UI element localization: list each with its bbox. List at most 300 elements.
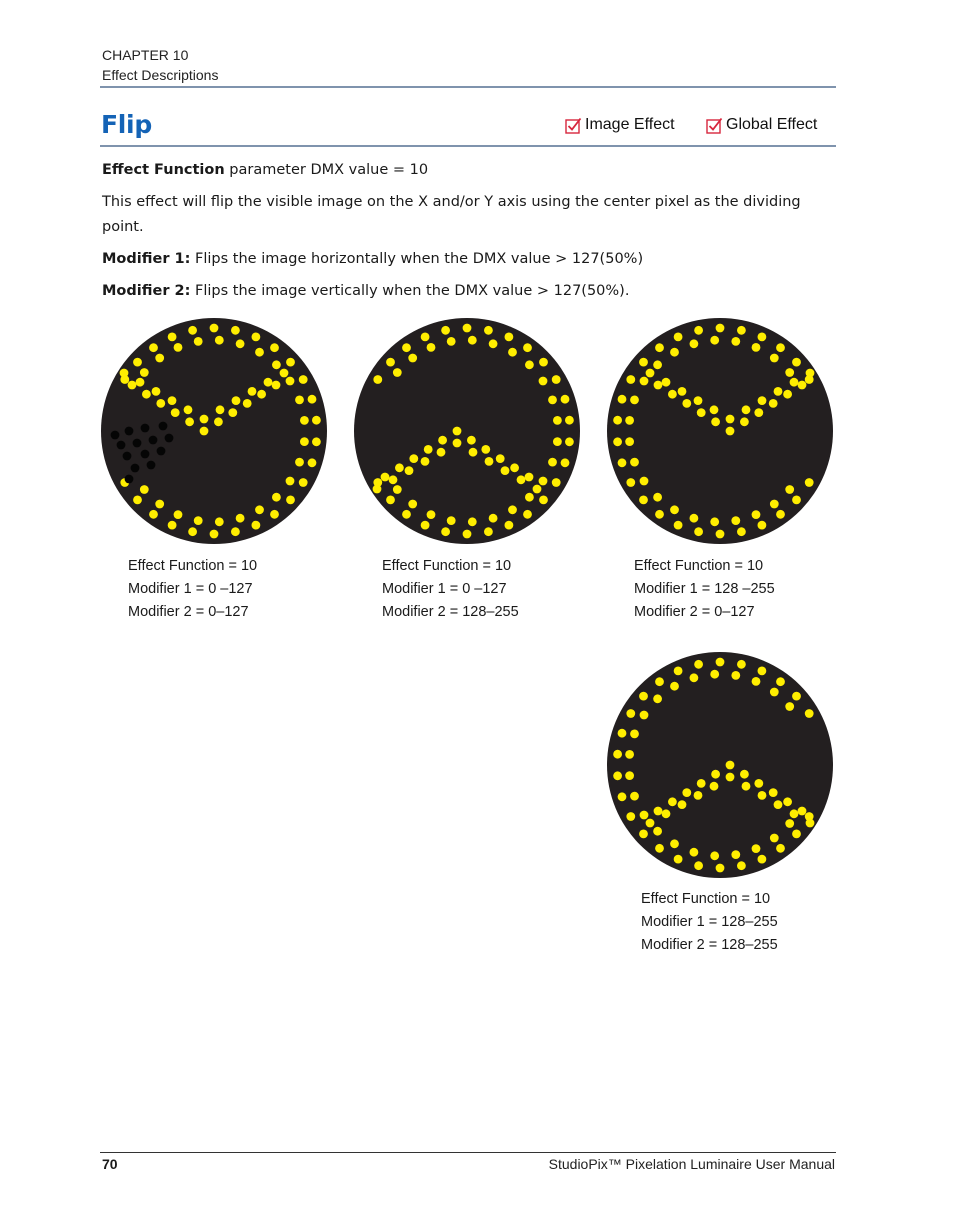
pixel-on [758,667,767,676]
pixel-off [111,431,120,440]
pixel-on [626,375,635,384]
pixel-on [548,458,557,467]
pixel-on [272,381,281,390]
pixel-on [783,797,792,806]
pixel-on [231,326,240,335]
pixel-on [626,709,635,718]
figure-caption [128,555,257,624]
pixel-on [300,416,309,425]
pixel-on [774,387,783,396]
flip-figure-both [607,652,833,878]
pixel-on [270,510,279,519]
pixel-on [484,527,493,536]
pixel-disc [607,652,833,878]
pixel-on [806,819,815,828]
pixel-on [523,343,532,352]
pixel-on [508,505,517,514]
pixel-on [678,800,687,809]
effect-function-text: parameter DMX value = 10 [224,162,429,178]
pixel-on [421,333,430,342]
pixel-on [655,343,664,352]
pixel-on [752,510,761,519]
footer-rule [100,1152,836,1153]
pixel-on [216,405,225,414]
pixel-on [639,692,648,701]
pixel-on [421,521,430,530]
pixel-on [674,521,683,530]
pixel-on [674,855,683,864]
pixel-on [286,477,295,486]
pixel-on [792,358,801,367]
pixel-on [770,688,779,697]
pixel-off [157,447,166,456]
pixel-on [156,399,165,408]
global-effect-tag [706,116,817,134]
effect-function-paragraph [102,158,838,183]
pixel-on [525,473,534,482]
pixel-on [149,343,158,352]
pixel-off [141,450,150,459]
pixel-on [469,448,478,457]
pixel-on [710,670,719,679]
pixel-on [792,830,801,839]
pixel-on [501,466,510,475]
pixel-on [731,516,740,525]
pixel-on [769,788,778,797]
image-effect-tag [565,116,675,134]
pixel-on [409,454,418,463]
pixel-on [184,405,193,414]
pixel-on [255,348,264,357]
modifier2-label: Modifier 2: [102,283,191,299]
pixel-disc [354,318,580,544]
pixel-on [140,485,149,494]
modifier1-label: Modifier 1: [102,251,191,267]
pixel-on [312,416,321,425]
pixel-on [758,521,767,530]
modifier2-paragraph [102,279,838,304]
pixel-on [438,436,447,445]
pixel-off [123,452,132,461]
pixel-on [737,326,746,335]
pixel-on [408,354,417,363]
pixel-off [117,441,126,450]
pixel-on [128,381,137,390]
pixel-on [653,360,662,369]
pixel-on [618,458,627,467]
pixel-on [421,457,430,466]
pixel-on [785,819,794,828]
pixel-on [726,773,735,782]
pixel-on [525,360,534,369]
pixel-on [463,530,472,539]
pixel-on [252,521,261,530]
pixel-on [613,750,622,759]
global-effect-label: Global Effect [726,116,818,133]
pixel-on [655,844,664,853]
pixel-on [228,408,237,417]
pixel-on [625,437,634,446]
pixel-on [243,399,252,408]
pixel-on [790,809,799,818]
pixel-on [716,324,725,333]
caption-line: Modifier 1 = 128–255 [641,914,778,930]
pixel-on [299,478,308,487]
pixel-on [236,339,245,348]
pixel-on [453,427,462,436]
pixel-on [682,788,691,797]
disc-background [607,652,833,878]
caption-line: Modifier 2 = 128–255 [641,937,778,953]
pixel-on [508,348,517,357]
pixel-on [539,496,548,505]
pixel-off [147,461,156,470]
pixel-on [668,390,677,399]
caption-line: Effect Function = 10 [128,558,258,574]
pixel-on [300,437,309,446]
pixel-on [731,671,740,680]
pixel-on [142,390,151,399]
pixel-on [565,437,574,446]
pixel-on [120,369,129,378]
pixel-on [758,791,767,800]
pixel-on [552,478,561,487]
pixel-on [740,417,749,426]
pixel-on [286,496,295,505]
pixel-on [155,500,164,509]
pixel-on [171,408,180,417]
pixel-on [525,493,534,502]
caption-line: Modifier 1 = 0 –127 [382,581,507,597]
pixel-on [373,375,382,384]
pixel-on [286,377,295,386]
pixel-on [776,677,785,686]
pixel-on [236,514,245,523]
pixel-on [711,417,720,426]
pixel-on [618,395,627,404]
pixel-on [463,324,472,333]
pixel-on [485,457,494,466]
section-label: Effect Descriptions [102,67,219,83]
pixel-on [280,369,289,378]
pixel-on [640,711,649,720]
pixel-on [737,861,746,870]
pixel-on [565,416,574,425]
pixel-on [694,326,703,335]
pixel-on [210,530,219,539]
pixel-on [625,416,634,425]
pixel-on [149,510,158,519]
pixel-on [389,475,398,484]
pixel-on [758,333,767,342]
pixel-on [248,387,257,396]
pixel-on [618,792,627,801]
pixel-on [505,333,514,342]
modifier1-paragraph [102,247,838,272]
pixel-on [626,478,635,487]
pixel-on [561,458,570,467]
pixel-on [402,343,411,352]
page-number: 70 [102,1156,118,1172]
pixel-on [140,368,149,377]
pixel-on [737,527,746,536]
pixel-on [711,770,720,779]
disc-background [607,318,833,544]
pixel-on [255,505,264,514]
pixel-on [523,510,532,519]
figure-caption [382,555,519,624]
flip-figure-original [101,318,327,544]
caption-line: Effect Function = 10 [634,558,764,574]
pixel-on [694,791,703,800]
pixel-on [467,436,476,445]
pixel-on [690,514,699,523]
pixel-on [539,377,548,386]
pixel-on [468,336,477,345]
pixel-on [308,395,317,404]
pixel-on [232,396,241,405]
pixel-on [489,514,498,523]
pixel-on [308,458,317,467]
pixel-on [188,527,197,536]
pixel-disc [607,318,833,544]
pixel-on [662,378,671,387]
pixel-disc [101,318,327,544]
pixel-on [655,677,664,686]
pixel-on [769,399,778,408]
pixel-on [670,682,679,691]
pixel-on [630,396,639,405]
pixel-on [754,408,763,417]
pixel-on [639,358,648,367]
pixel-on [785,702,794,711]
pixel-on [694,861,703,870]
pixel-on [690,673,699,682]
pixel-on [136,378,145,387]
modifier1-text: Flips the image horizontally when the DMX value > 127(50%) [190,251,644,267]
pixel-on [252,333,261,342]
checkbox-checked-icon [706,117,723,134]
pixel-on [231,527,240,536]
pixel-on [295,458,304,467]
pixel-on [654,807,663,816]
pixel-on [625,771,634,780]
pixel-on [447,337,456,346]
pixel-on [441,326,450,335]
flip-figure-vertical [354,318,580,544]
pixel-on [726,415,735,424]
pixel-on [670,505,679,514]
pixel-on [427,343,436,352]
pixel-on [427,510,436,519]
pixel-on [694,660,703,669]
pixel-on [694,396,703,405]
pixel-on [697,779,706,788]
caption-line: Modifier 2 = 0–127 [634,604,755,620]
pixel-on [295,396,304,405]
pixel-on [752,343,761,352]
pixel-on [613,771,622,780]
pixel-on [670,348,679,357]
pixel-on [539,358,548,367]
pixel-on [752,677,761,686]
pixel-on [441,527,450,536]
pixel-on [726,761,735,770]
pixel-on [489,339,498,348]
pixel-on [694,527,703,536]
pixel-on [618,729,627,738]
pixel-on [194,516,203,525]
pixel-on [505,521,514,530]
caption-line: Modifier 2 = 128–255 [382,604,519,620]
pixel-on [517,475,526,484]
pixel-on [716,658,725,667]
pixel-on [393,485,402,494]
pixel-on [678,387,687,396]
figure-caption [641,888,778,957]
pixel-on [726,427,735,436]
pixel-on [272,360,281,369]
pixel-on [690,339,699,348]
pixel-on [200,415,209,424]
pixel-on [174,343,183,352]
pixel-on [668,797,677,806]
pixel-on [716,864,725,873]
modifier2-text: Flips the image vertically when the DMX value > 127(50%). [190,283,630,299]
pixel-on [690,848,699,857]
pixel-on [424,445,433,454]
pixel-on [639,496,648,505]
pixel-on [405,466,414,475]
pixel-on [640,477,649,486]
pixel-on [312,437,321,446]
checkbox-checked-icon [565,117,582,134]
pixel-on [754,779,763,788]
pixel-on [484,326,493,335]
pixel-on [447,516,456,525]
pixel-on [646,369,655,378]
pixel-on [548,396,557,405]
page-title: Flip [101,110,152,139]
pixel-on [625,750,634,759]
pixel-on [654,381,663,390]
pixel-on [774,800,783,809]
pixel-on [697,408,706,417]
pixel-on [553,416,562,425]
pixel-off [131,464,140,473]
pixel-on [653,827,662,836]
pixel-off [141,424,150,433]
pixel-on [553,437,562,446]
description-paragraph: This effect will flip the visible image on the X and/or Y axis using the center pixel as the dividing point. [102,194,801,235]
pixel-on [710,851,719,860]
image-effect-label: Image Effect [585,116,675,133]
caption-line: Modifier 1 = 0 –127 [128,581,253,597]
pixel-on [481,445,490,454]
pixel-on [805,709,814,718]
pixel-on [770,834,779,843]
pixel-on [561,395,570,404]
pixel-on [188,326,197,335]
pixel-on [662,809,671,818]
pixel-on [639,830,648,839]
pixel-on [210,324,219,333]
pixel-on [640,811,649,820]
pixel-on [710,782,719,791]
pixel-on [770,354,779,363]
pixel-on [257,390,266,399]
pixel-on [453,439,462,448]
pixel-on [152,387,161,396]
caption-line: Effect Function = 10 [641,891,771,907]
pixel-on [798,381,807,390]
pixel-on [646,819,655,828]
pixel-on [776,343,785,352]
pixel-on [742,782,751,791]
pixel-on [742,405,751,414]
pixel-on [286,358,295,367]
pixel-on [776,510,785,519]
pixel-on [653,694,662,703]
pixel-off [133,439,142,448]
pixel-on [185,417,194,426]
pixel-on [630,458,639,467]
pixel-on [731,337,740,346]
pixel-on [373,485,382,494]
pixel-on [716,530,725,539]
caption-line: Effect Function = 10 [382,558,512,574]
pixel-on [682,399,691,408]
pixel-on [437,448,446,457]
pixel-on [740,770,749,779]
pixel-on [790,378,799,387]
pixel-on [133,496,142,505]
pixel-on [630,792,639,801]
caption-line: Modifier 2 = 0–127 [128,604,249,620]
pixel-on [806,369,815,378]
pixel-on [270,343,279,352]
pixel-on [174,510,183,519]
pixel-on [168,333,177,342]
pixel-on [674,333,683,342]
pixel-on [402,510,411,519]
pixel-on [640,377,649,386]
pixel-on [386,358,395,367]
pixel-on [613,437,622,446]
pixel-on [133,358,142,367]
pixel-on [533,485,542,494]
pixel-on [215,517,224,526]
disc-background [354,318,580,544]
pixel-on [215,336,224,345]
pixel-off [149,436,158,445]
pixel-on [168,521,177,530]
pixel-on [770,500,779,509]
pixel-on [264,378,273,387]
pixel-on [670,839,679,848]
pixel-on [200,427,209,436]
pixel-on [655,510,664,519]
figure-caption [634,555,775,624]
pixel-on [214,417,223,426]
pixel-on [783,390,792,399]
pixel-on [737,660,746,669]
pixel-on [785,485,794,494]
pixel-on [792,692,801,701]
pixel-on [381,473,390,482]
pixel-on [731,850,740,859]
pixel-on [758,396,767,405]
